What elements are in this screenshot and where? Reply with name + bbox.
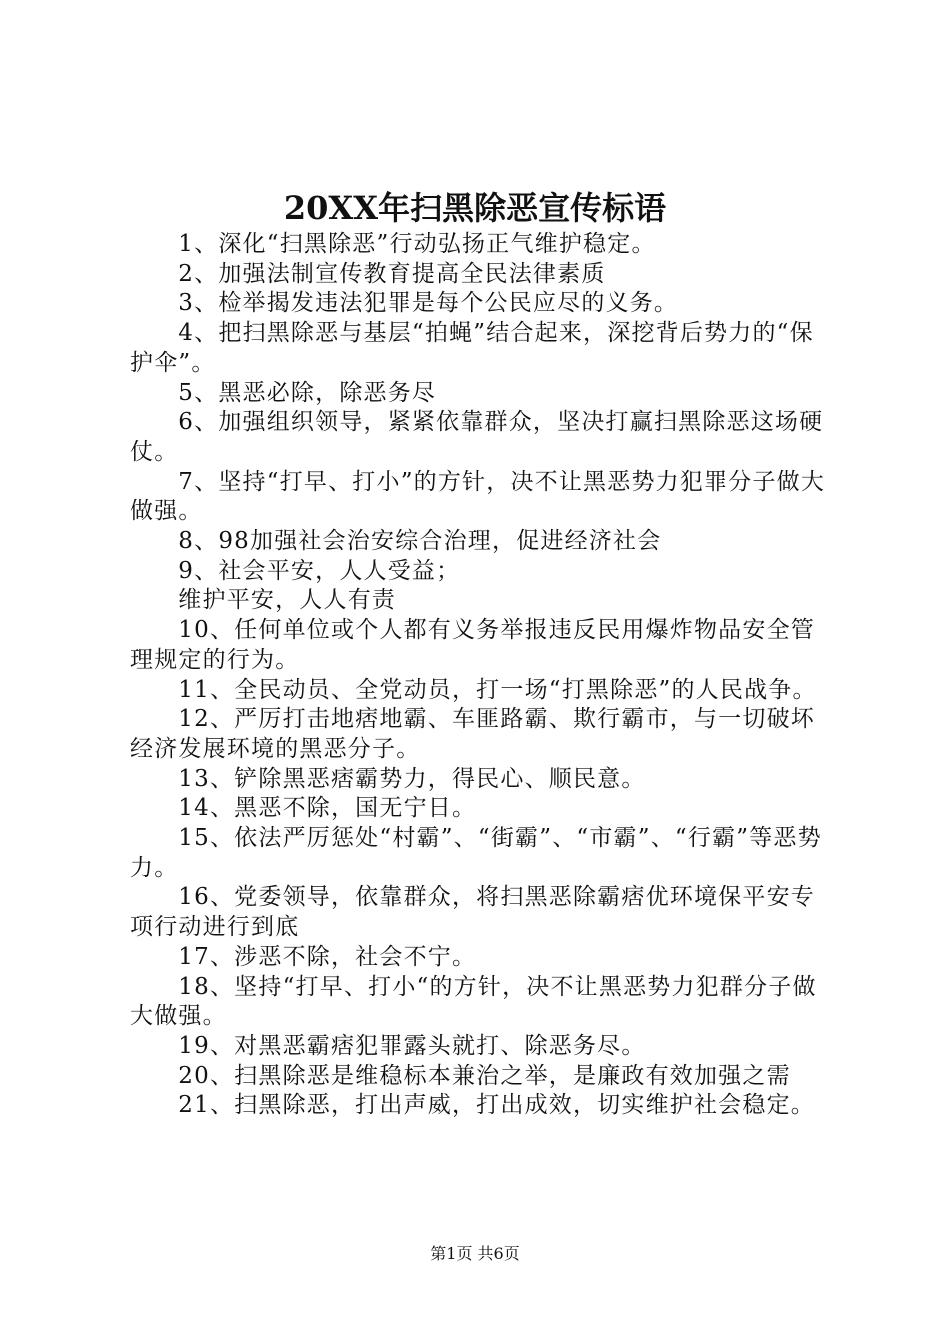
slogan-13: 13、铲除黑恶痞霸势力，得民心、顺民意。 xyxy=(178,765,646,792)
slogan-1: 1、深化“扫黑除恶”行动弘扬正气维护稳定。 xyxy=(178,231,656,257)
document-body xyxy=(130,230,835,1121)
slogan-12: 12、严厉打击地痞地霸、车匪路霸、欺行霸市，与一切破坏经济发展环境的黑恶分子。 xyxy=(130,706,815,762)
slogan-18: 18、坚持“打早、打小“的方针，决不让黑恶势力犯群分子做大做强。 xyxy=(130,973,817,1030)
slogan-16: 16、党委领导，依靠群众，将扫黑恶除霸痞优环境保平安专项行动进行到底 xyxy=(130,884,815,941)
slogan-15: 15、依法严厉惩处“村霸”、“街霸”、“市霸”、“行霸”等恶势力。 xyxy=(130,825,822,881)
slogan-9: 9、社会平安，人人受益； xyxy=(178,557,461,584)
slogan-14: 14、黑恶不除，国无宁日。 xyxy=(178,795,477,822)
page-number: 第1页 共6页 xyxy=(430,1244,520,1263)
slogan-3: 3、检举揭发违法犯罪是每个公民应尽的义务。 xyxy=(178,290,679,317)
slogan-19: 19、对黑恶霸痞犯罪露头就打、除恶务尽。 xyxy=(178,1032,646,1059)
slogan-4: 4、把扫黑除恶与基层“拍蝇”结合起来，深挖背后势力的“保护伞”。 xyxy=(130,320,814,376)
slogan-6: 6、加强组织领导，紧紧依靠群众，坚决打赢扫黑除恶这场硬仗。 xyxy=(130,409,824,465)
slogan-5: 5、黑恶必除，除恶务尽 xyxy=(178,379,437,406)
slogan-11: 11、全民动员、全党动员，打一场“打黑除恶”的人民战争。 xyxy=(178,676,817,703)
slogan-17: 17、涉恶不除，社会不宁。 xyxy=(178,943,477,970)
slogan-9-continued: 维护平安，人人有责 xyxy=(178,587,397,614)
slogan-21: 21、扫黑除恶，打出声威，打出成效，切实维护社会稳定。 xyxy=(178,1092,815,1119)
slogan-8: 8、98加强社会治安综合治理，促进经济社会 xyxy=(178,528,662,555)
slogan-2: 2、加强法制宣传教育提高全民法律素质 xyxy=(178,260,606,287)
slogan-10: 10、任何单位或个人都有义务举报违反民用爆炸物品安全管理规定的行为。 xyxy=(130,617,815,673)
document-title: 20XX年扫黑除恶宣传标语 xyxy=(283,189,667,227)
slogan-20: 20、扫黑除恶是维稳标本兼治之举，是廉政有效加强之需 xyxy=(178,1062,791,1089)
slogan-7: 7、坚持“打早、打小”的方针，决不让黑恶势力犯罪分子做大做强。 xyxy=(130,468,826,525)
